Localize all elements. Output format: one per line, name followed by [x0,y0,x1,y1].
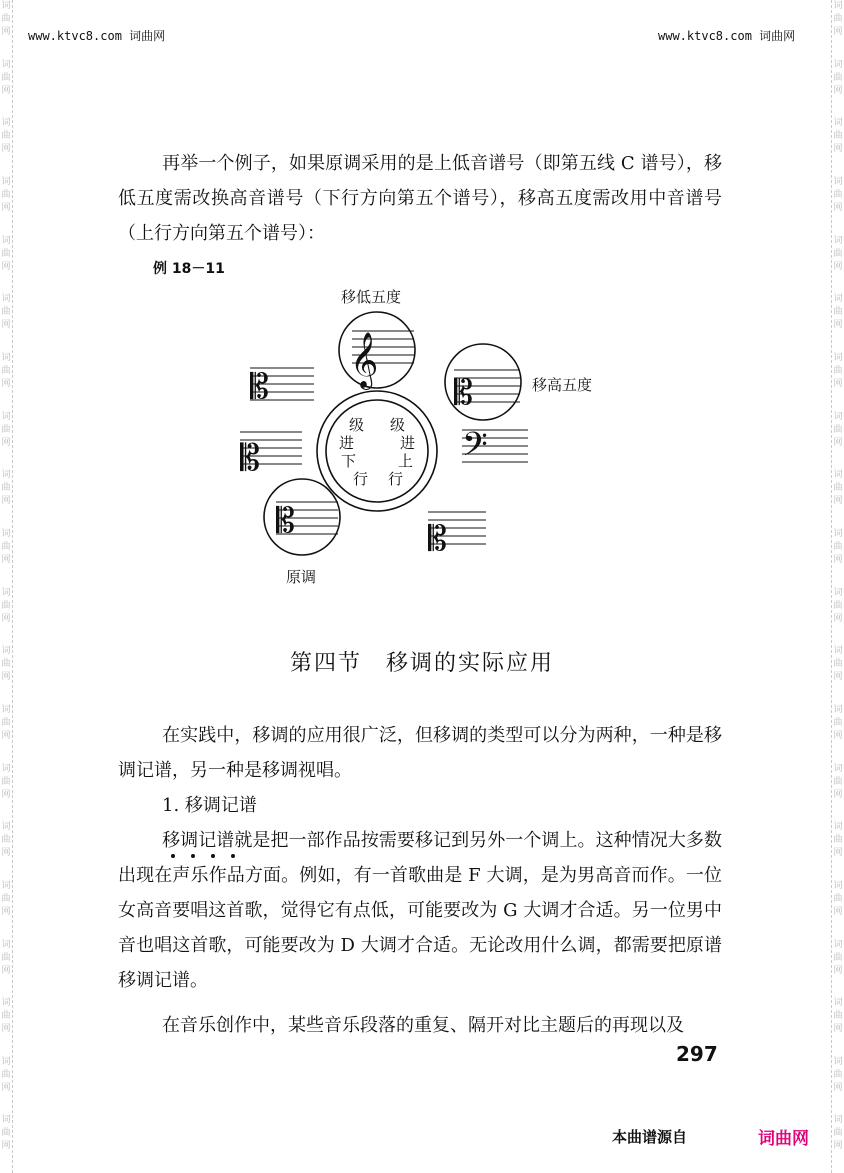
watermark-char: 词 [833,118,843,129]
watermark-char: 词 [1,822,11,833]
page-number: 297 [676,1042,718,1066]
c-clef-icon-left-lower: 𝄡 [240,438,261,479]
watermark-char: 词 [833,704,843,715]
watermark-char: 网 [1,613,11,624]
bass-clef-icon: 𝄢 [462,426,488,472]
watermark-char: 网 [833,85,843,96]
watermark-char: 词 [833,998,843,1009]
watermark-char: 词 [833,352,843,363]
label-down-fifth: 移低五度 [341,288,402,306]
watermark-char: 网 [833,144,843,155]
watermark-char: 词 [833,176,843,187]
c-clef-icon-right-lower: 𝄡 [428,519,447,559]
watermark-char: 曲 [1,72,11,83]
watermark-char: 曲 [1,14,11,24]
label-up-fifth: 移高五度 [532,376,593,394]
watermark-char: 曲 [833,717,843,728]
watermark-char: 曲 [1,365,11,376]
watermark-char: 网 [1,1141,11,1152]
center-left-char-2: 进 [339,434,355,452]
watermark-char: 词 [833,59,843,70]
label-original: 原调 [286,568,317,586]
watermark-char: 词 [833,880,843,891]
c-clef-icon-alto: 𝄡 [454,373,473,413]
center-left-char-1: 级 [349,416,365,434]
watermark-char: 词 [1,59,11,70]
watermark-char: 曲 [1,424,11,435]
watermark-char: 词 [833,470,843,481]
emphasis-dots [170,853,250,859]
c-clef-icon-left-upper: 𝄡 [250,367,269,407]
watermark-char: 词 [1,646,11,657]
watermark-char: 网 [1,144,11,155]
watermark-char: 网 [1,27,11,37]
watermark-char: 网 [833,906,843,917]
watermark-char: 网 [833,437,843,448]
watermark-char: 网 [1,554,11,565]
watermark-char: 曲 [833,1069,843,1080]
watermark-char: 曲 [833,365,843,376]
paragraph-transposed-notation [118,823,722,998]
watermark-char: 曲 [833,893,843,904]
watermark-char: 曲 [833,776,843,787]
watermark-char: 曲 [833,1011,843,1022]
watermark-char: 词 [833,763,843,774]
watermark-char: 网 [833,320,843,331]
watermark-char: 词 [833,528,843,539]
watermark-char: 网 [833,1024,843,1035]
center-outer-ring [317,391,437,511]
watermark-char: 曲 [833,307,843,318]
watermark-char: 曲 [1,131,11,142]
watermark-char: 曲 [1,952,11,963]
watermark-char: 曲 [1,307,11,318]
watermark-char: 词 [1,352,11,363]
watermark-char: 曲 [833,659,843,670]
watermark-char: 词 [833,822,843,833]
watermark-char: 曲 [833,483,843,494]
watermark-char: 曲 [1,189,11,200]
watermark-char: 网 [833,730,843,741]
footer-source-label: 本曲谱源自 [612,1128,688,1146]
watermark-char: 曲 [1,1069,11,1080]
paragraph-intro-text: 再举一个例子，如果原调采用的是上低音谱号（即第五线 C 谱号），移低五度需改换高音谱号（下行方向第五个谱号），移高五度需改用中音谱号（上行方向第五个谱号）： [118,153,722,244]
watermark-char: 网 [1,672,11,683]
watermark-char: 词 [1,118,11,129]
center-left-char-3: 下 [341,452,357,470]
paragraph-practice [118,718,722,788]
watermark-char: 词 [833,1,843,11]
watermark-char: 网 [1,789,11,800]
center-left-char-4: 行 [353,470,369,488]
section-title: 第四节 移调的实际应用 [289,651,554,676]
watermark-char: 网 [833,613,843,624]
watermark-char: 词 [1,1056,11,1067]
watermark-char: 网 [1,437,11,448]
watermark-char: 词 [1,763,11,774]
watermark-char: 词 [1,587,11,598]
watermark-char: 网 [833,378,843,389]
watermark-char: 曲 [1,1128,11,1139]
center-right-char-1: 级 [390,416,406,434]
watermark-char: 网 [833,1141,843,1152]
watermark-char: 网 [833,202,843,213]
watermark-char: 曲 [833,600,843,611]
watermark-char: 曲 [833,14,843,24]
watermark-char: 曲 [833,189,843,200]
subheading-transposed-notation [118,788,722,823]
watermark-char: 曲 [833,248,843,259]
paragraph-transposed-notation-text: 移调记谱就是把一部作品按需要移记到另外一个调上。这种情况大多数出现在声乐作品方面。例如，有一首歌曲是 F 大调，是为男高音而作。一位女高音要唱这首歌，觉得它有点低，可能要改为 G 大调才合适。另一位男中音也唱这首歌，可能要改为 D 大调才合适。无论改用什么调，都需要把原谱移调记谱。 [118,830,722,991]
watermark-char: 曲 [833,131,843,142]
watermark-char: 曲 [1,659,11,670]
watermark-char: 词 [833,235,843,246]
watermark-char: 词 [1,880,11,891]
c-clef-icon-original: 𝄡 [276,501,295,541]
watermark-char: 网 [1,202,11,213]
watermark-char: 词 [833,411,843,422]
watermark-char: 网 [1,320,11,331]
watermark-char: 曲 [833,541,843,552]
watermark-char: 网 [833,27,843,37]
watermark-char: 曲 [1,835,11,846]
watermark-char: 网 [833,1082,843,1093]
watermark-char: 曲 [1,541,11,552]
watermark-char: 词 [1,176,11,187]
watermark-char: 网 [833,965,843,976]
paragraph-composition-text: 在音乐创作中，某些音乐段落的重复、隔开对比主题后的再现以及 [162,1015,684,1036]
watermark-char: 曲 [1,893,11,904]
watermark-char: 网 [833,261,843,272]
subheading-text: 1. 移调记谱 [162,795,257,816]
watermark-char: 网 [1,496,11,507]
watermark-char: 网 [1,261,11,272]
watermark-char: 曲 [833,424,843,435]
watermark-char: 网 [1,85,11,96]
watermark-char: 词 [833,646,843,657]
watermark-char: 词 [833,1115,843,1126]
center-right-char-2: 进 [400,434,416,452]
watermark-char: 网 [833,848,843,859]
watermark-char: 曲 [1,248,11,259]
paragraph-composition [118,1008,722,1043]
center-right-char-3: 上 [398,452,414,470]
watermark-char: 曲 [833,835,843,846]
watermark-char: 词 [833,1056,843,1067]
treble-clef-icon: 𝄞 [350,332,379,388]
watermark-char: 网 [833,496,843,507]
watermark-char: 网 [1,906,11,917]
watermark-char: 词 [833,294,843,305]
paragraph-practice-text: 在实践中，移调的应用很广泛，但移调的类型可以分为两种，一种是移调记谱，另一种是移调视唱。 [118,725,722,781]
watermark-char: 词 [1,1,11,11]
footer-site-link[interactable]: 词曲网 [758,1129,809,1149]
watermark-char: 网 [1,1024,11,1035]
watermark-char: 曲 [833,1128,843,1139]
watermark-char: 曲 [1,717,11,728]
example-label: 例 18－11 [153,261,225,277]
watermark-char: 网 [1,1082,11,1093]
watermark-char: 网 [1,848,11,859]
watermark-char: 网 [833,789,843,800]
watermark-char: 网 [1,965,11,976]
watermark-char: 网 [1,730,11,741]
watermark-char: 网 [833,672,843,683]
watermark-char: 网 [833,554,843,565]
watermark-char: 词 [1,939,11,950]
watermark-char: 词 [833,587,843,598]
watermark-char: 网 [1,378,11,389]
watermark-char: 词 [1,294,11,305]
watermark-char: 词 [1,528,11,539]
watermark-char: 曲 [1,1011,11,1022]
watermark-char: 词 [1,704,11,715]
header-url-right: www.ktvc8.com 词曲网 [658,29,796,43]
watermark-char: 词 [1,1115,11,1126]
watermark-char: 曲 [1,600,11,611]
watermark-char: 词 [1,998,11,1009]
watermark-char: 词 [833,939,843,950]
center-right-char-4: 行 [388,470,404,488]
watermark-char: 词 [1,411,11,422]
watermark-char: 词 [1,235,11,246]
watermark-char: 曲 [833,952,843,963]
watermark-char: 曲 [1,483,11,494]
watermark-char: 曲 [1,776,11,787]
header-url-left: www.ktvc8.com 词曲网 [28,29,166,43]
watermark-char: 曲 [833,72,843,83]
watermark-char: 词 [1,470,11,481]
